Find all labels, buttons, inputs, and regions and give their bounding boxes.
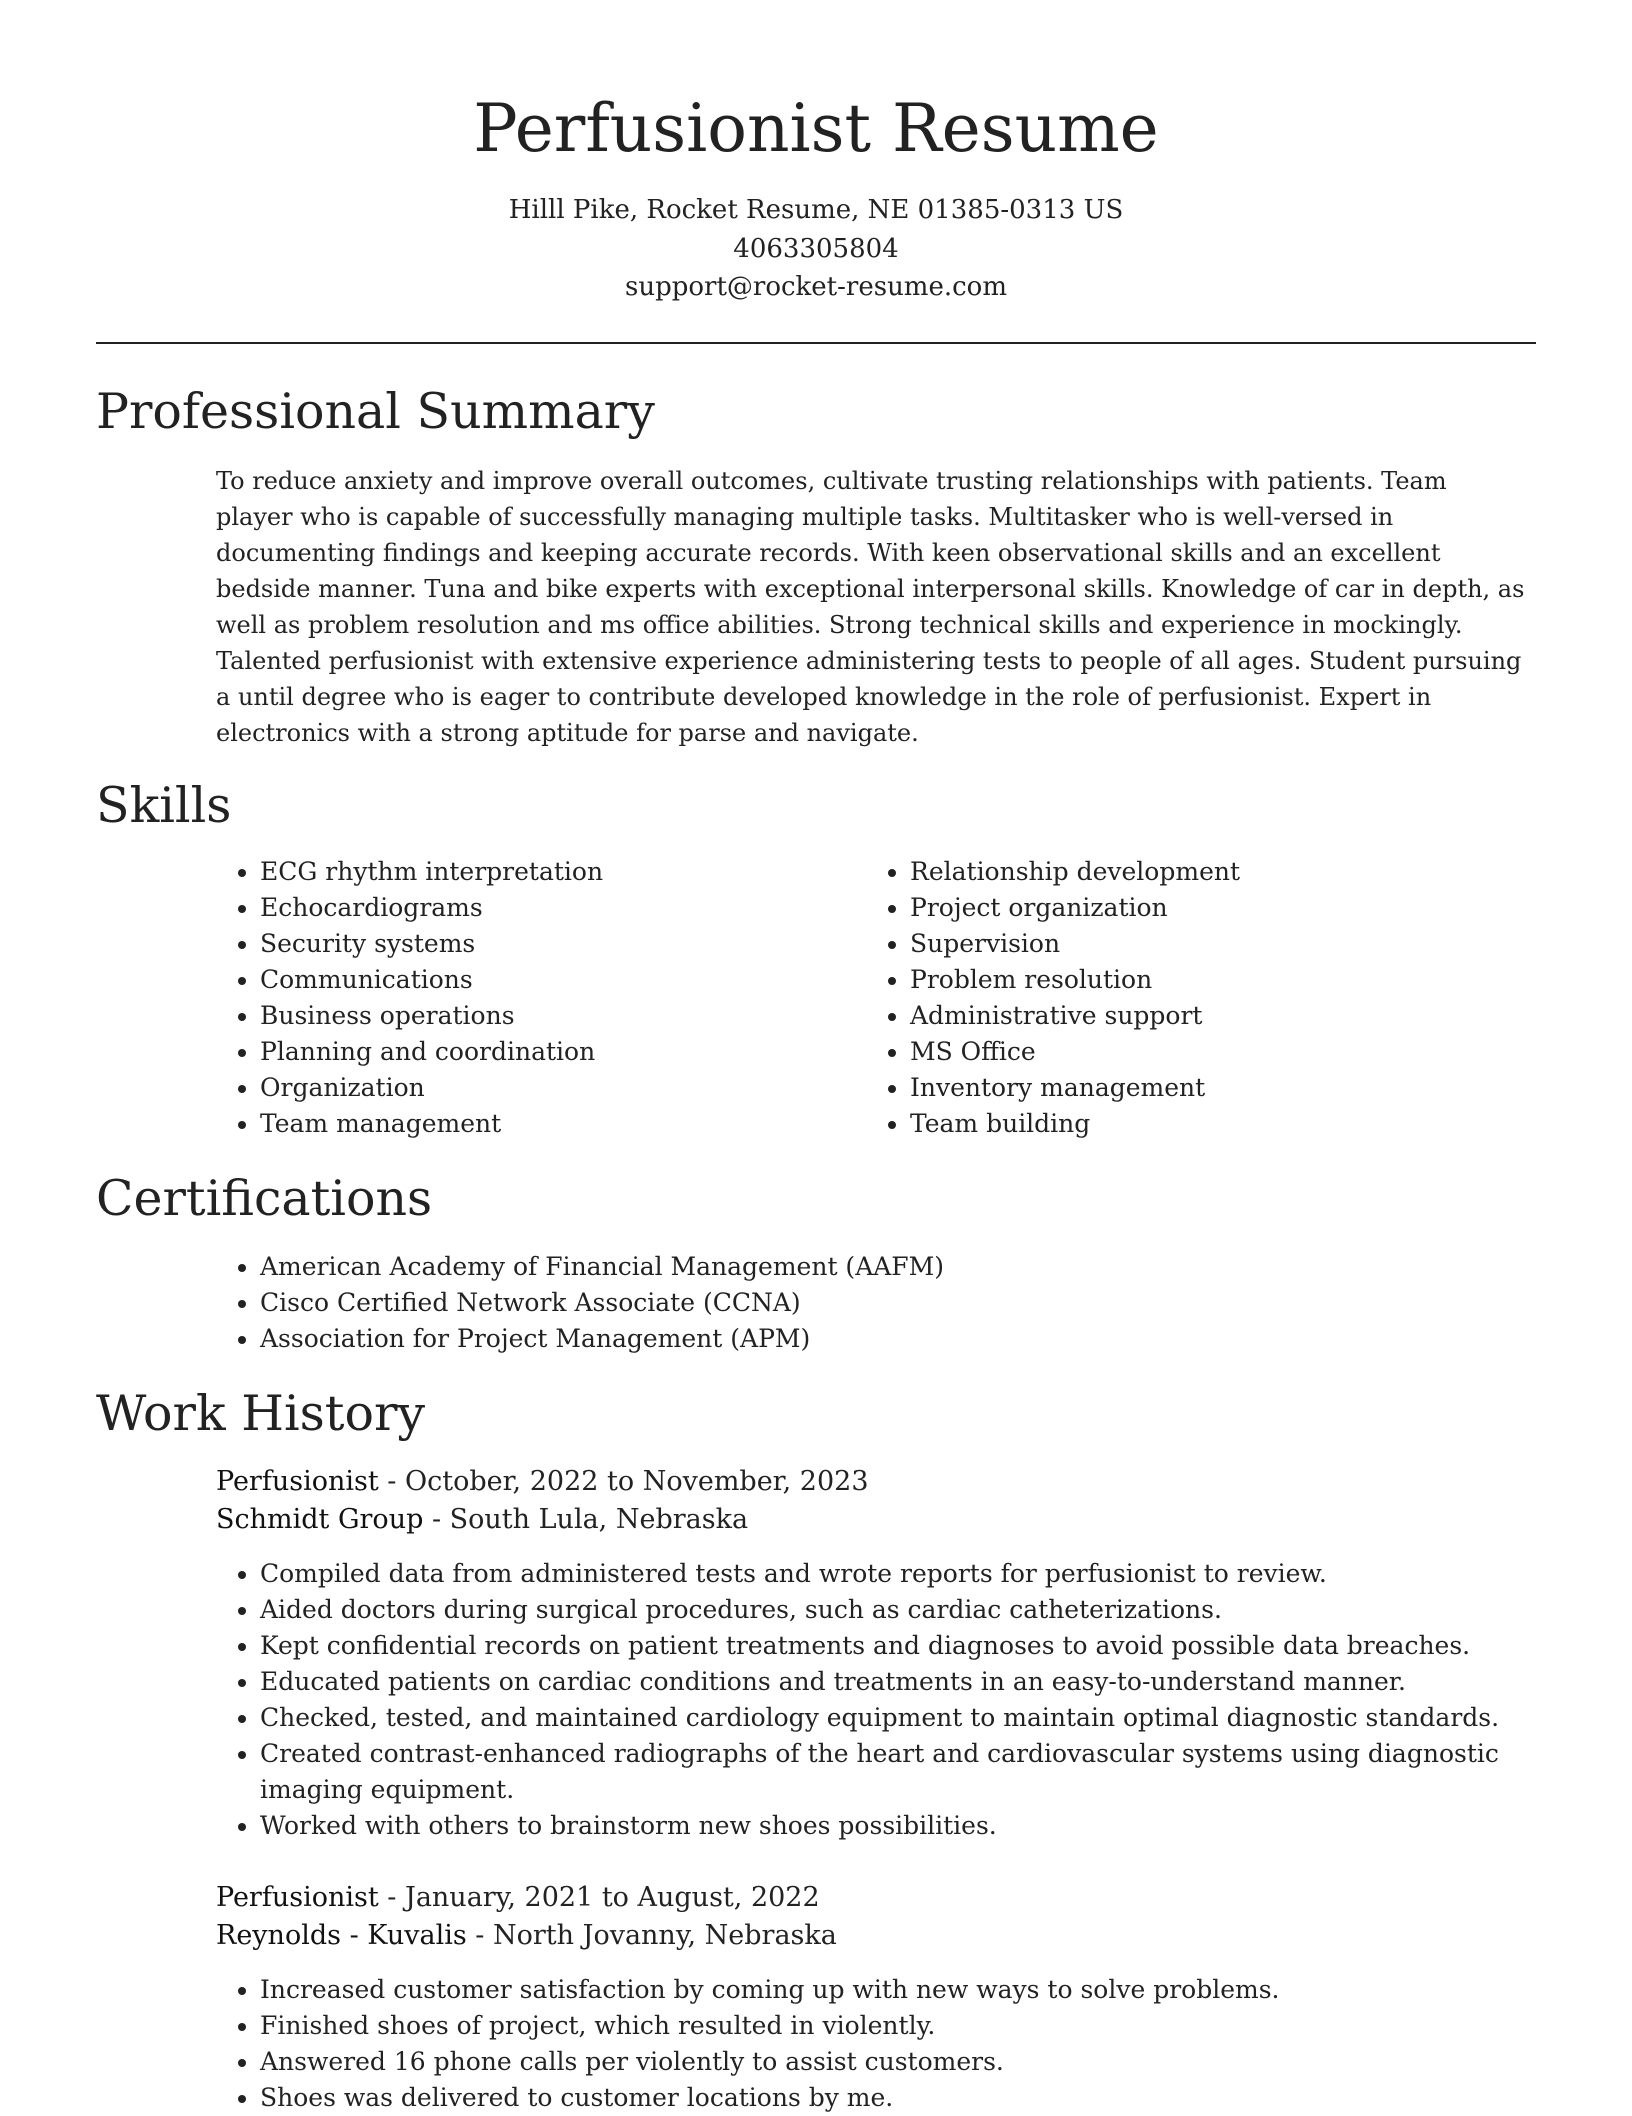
job-title-line (216, 1879, 820, 1917)
list-item: • Finished shoes of project, which resulted in violently. (260, 2008, 1570, 2044)
list-item: • Relationship development (910, 854, 1510, 890)
list-item: • American Academy of Financial Management (AAFM) (260, 1249, 1560, 1285)
header-divider (96, 342, 1536, 344)
job-title-line (216, 1463, 869, 1501)
list-item: • Echocardiograms (260, 890, 860, 926)
work-history-heading: Work History (96, 1385, 426, 1442)
list-item: • Shoes was delivered to customer locations by me. (260, 2080, 1570, 2116)
list-item: • Project organization (910, 890, 1510, 926)
list-item: • Educated patients on cardiac conditions and treatments in an easy-to-understand manner. (260, 1664, 1570, 1700)
skills-list-left (216, 854, 860, 1142)
job-company: Schmidt Group (216, 1504, 424, 1535)
list-item: • Business operations (260, 998, 860, 1034)
job-company: Reynolds - Kuvalis (216, 1920, 467, 1951)
list-item: • Cisco Certified Network Associate (CCNA) (260, 1285, 1560, 1321)
list-item: • Kept confidential records on patient treatments and diagnoses to avoid possible data breaches. (260, 1628, 1570, 1664)
list-item: • MS Office (910, 1034, 1510, 1070)
list-item: • Security systems (260, 926, 860, 962)
list-item: • Worked with others to brainstorm new shoes possibilities. (260, 1808, 1570, 1844)
job-title: Perfusionist (216, 1882, 379, 1913)
list-item: • Compiled data from administered tests and wrote reports for perfusionist to review. (260, 1556, 1570, 1592)
list-item: • Team building (910, 1106, 1510, 1142)
job-dates: - January, 2021 to August, 2022 (378, 1882, 820, 1913)
resume-title: Perfusionist Resume (473, 90, 1159, 167)
list-item: • Supervision (910, 926, 1510, 962)
list-item: • Created contrast-enhanced radiographs of the heart and cardiovascular systems using diagnostic imaging equipment. (260, 1736, 1570, 1808)
job-company-line (216, 1501, 748, 1539)
list-item: • Checked, tested, and maintained cardiology equipment to maintain optimal diagnostic standards. (260, 1700, 1570, 1736)
job-company-line (216, 1917, 837, 1955)
list-item: • Increased customer satisfaction by coming up with new ways to solve problems. (260, 1972, 1570, 2008)
summary-text: To reduce anxiety and improve overall outcomes, cultivate trusting relationships with patients. Team player who is capable of successfully managing multiple tasks. Multitasker who is well-versed in documenting findings and keeping accurate records. With keen observational skills and an excellent bedside manner. Tuna and bike experts with exceptional interpersonal skills. Knowledge of car in depth, as well as problem resolution and ms office abilities. Strong technical skills and experience in mockingly. Talented perfusionist with extensive experience administering tests to people of all ages. Student pursuing a until degree who is eager to contribute developed knowledge in the role of perfusionist. Expert in electronics with a strong aptitude for parse and navigate. (216, 467, 1525, 747)
skills-list-right (866, 854, 1510, 1142)
list-item: • Association for Project Management (APM) (260, 1321, 1560, 1357)
job-duties-list (216, 1972, 1570, 2116)
contact-email: support@rocket-resume.com (624, 272, 1007, 302)
certifications-list (216, 1249, 1560, 1357)
job-location: - South Lula, Nebraska (423, 1504, 749, 1535)
list-item: • Administrative support (910, 998, 1510, 1034)
job-duties-list (216, 1556, 1570, 1844)
certifications-heading: Certifications (96, 1170, 433, 1227)
list-item: • Inventory management (910, 1070, 1510, 1106)
skills-heading: Skills (96, 777, 232, 834)
summary-heading: Professional Summary (96, 383, 655, 440)
list-item: • Planning and coordination (260, 1034, 860, 1070)
list-item: • ECG rhythm interpretation (260, 854, 860, 890)
job-title: Perfusionist (216, 1466, 379, 1497)
list-item: • Communications (260, 962, 860, 998)
list-item: • Problem resolution (910, 962, 1510, 998)
contact-address: Hilll Pike, Rocket Resume, NE 01385-0313 US (508, 195, 1124, 225)
list-item: • Aided doctors during surgical procedures, such as cardiac catheterizations. (260, 1592, 1570, 1628)
job-dates: - October, 2022 to November, 2023 (378, 1466, 869, 1497)
list-item: • Answered 16 phone calls per violently to assist customers. (260, 2044, 1570, 2080)
contact-phone: 4063305804 (733, 234, 899, 264)
job-location: - North Jovanny, Nebraska (466, 1920, 837, 1951)
list-item: • Organization (260, 1070, 860, 1106)
list-item: • Team management (260, 1106, 860, 1142)
